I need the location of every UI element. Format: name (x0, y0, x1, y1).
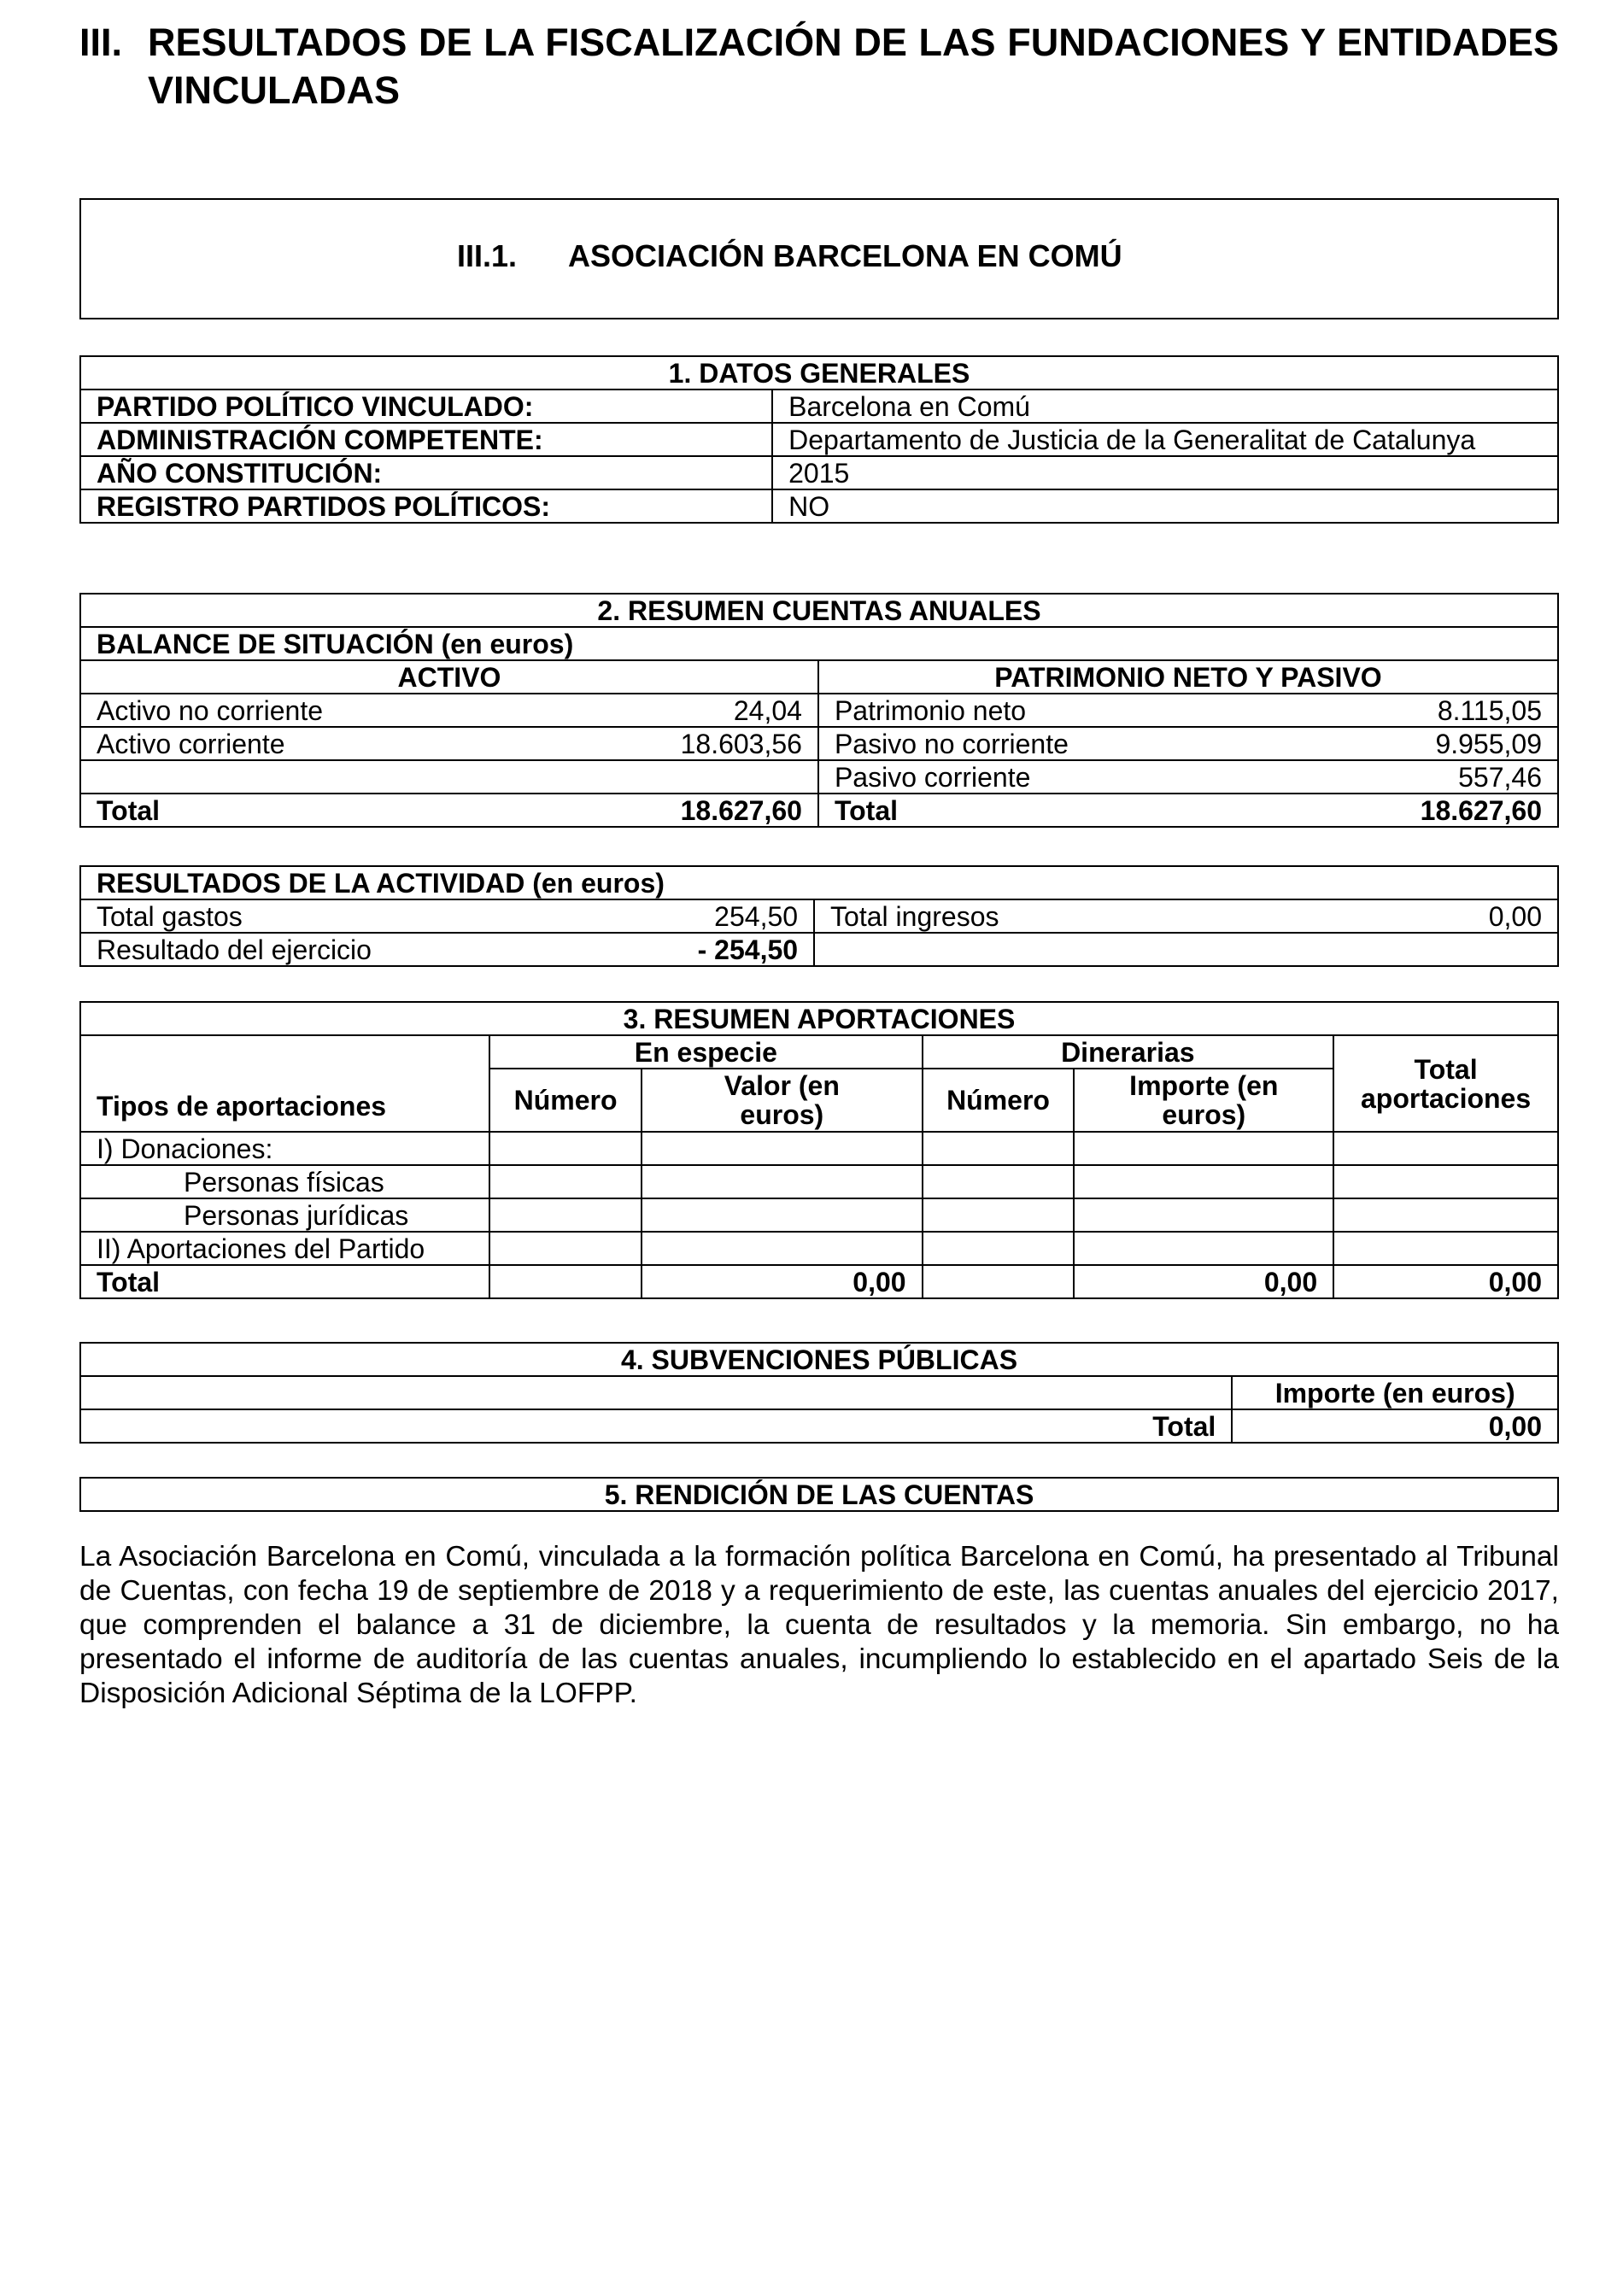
table-row (80, 1198, 1558, 1232)
table-row (80, 1165, 1558, 1198)
section-title-box (79, 198, 1559, 319)
row-label: Personas físicas (80, 1165, 489, 1198)
pasivo-value: 9.955,09 (1333, 727, 1558, 760)
row-label: ADMINISTRACIÓN COMPETENTE: (80, 423, 772, 456)
section-title (457, 238, 1122, 274)
balance-title: BALANCE DE SITUACIÓN (en euros) (80, 627, 1558, 660)
table-row (80, 1232, 1558, 1265)
ingresos-label: Total ingresos (814, 899, 1334, 933)
total-label: Total (80, 1409, 1232, 1443)
table-row (80, 727, 1558, 760)
row-value: NO (772, 489, 1558, 523)
activo-value (595, 760, 818, 794)
pasivo-header: PATRIMONIO NETO Y PASIVO (818, 660, 1558, 694)
empty-cell (80, 1376, 1232, 1409)
subvenciones-table (79, 1342, 1559, 1444)
resultados-table (79, 865, 1559, 967)
aportaciones-table (79, 1001, 1559, 1299)
row-value: 2015 (772, 456, 1558, 489)
row-value: Departamento de Justicia de la Generalitat de Catalunya (772, 423, 1558, 456)
chapter-title: RESULTADOS DE LA FISCALIZACIÓN DE LAS FUNDACIONES Y ENTIDADES VINCULADAS (148, 20, 1559, 112)
total-aportaciones-value: 0,00 (1333, 1265, 1558, 1298)
rendicion-caption: 5. RENDICIÓN DE LAS CUENTAS (80, 1478, 1558, 1511)
table-row (80, 760, 1558, 794)
table-row (80, 694, 1558, 727)
pasivo-total-value: 18.627,60 (1333, 794, 1558, 827)
subvenciones-caption: 4. SUBVENCIONES PÚBLICAS (80, 1343, 1558, 1376)
activo-value: 18.603,56 (595, 727, 818, 760)
gastos-value: 254,50 (592, 899, 814, 933)
row-label: REGISTRO PARTIDOS POLÍTICOS: (80, 489, 772, 523)
section-number: III.1. (457, 238, 518, 273)
table-row (80, 423, 1558, 456)
pasivo-label: Pasivo corriente (818, 760, 1333, 794)
dinerarias-header: Dinerarias (923, 1035, 1334, 1069)
chapter-heading (79, 19, 1559, 114)
total-label: Total (80, 1265, 489, 1298)
row-label: PARTIDO POLÍTICO VINCULADO: (80, 390, 772, 423)
resultados-title: RESULTADOS DE LA ACTIVIDAD (en euros) (80, 866, 1558, 899)
total-row (80, 1409, 1558, 1443)
numero-header: Número (923, 1069, 1075, 1132)
activo-total-value: 18.627,60 (595, 794, 818, 827)
total-row (80, 1265, 1558, 1298)
row-label: AÑO CONSTITUCIÓN: (80, 456, 772, 489)
ingresos-value: 0,00 (1334, 899, 1558, 933)
rendicion-paragraph: La Asociación Barcelona en Comú, vinculada a la formación política Barcelona en Comú, ha presentado al Tribunal de Cuentas, con fecha 19 de septiembre de 2018 y a requerimiento de este, las cuentas anuales del ejercicio 2017, que comprenden el balance a 31 de diciembre, la cuenta de resultados y la memoria. Sin embargo, no ha presentado el informe de auditoría de las cuentas anuales, incumpliendo lo establecido en el apartado Seis de la Disposición Adicional Séptima de la LOFPP. (79, 1541, 1559, 1709)
row-label: II) Aportaciones del Partido (80, 1232, 489, 1265)
activo-header: ACTIVO (80, 660, 818, 694)
cuentas-anuales-table (79, 593, 1559, 828)
gastos-label: Total gastos (80, 899, 592, 933)
activo-label: Activo no corriente (80, 694, 595, 727)
datos-generales-caption: 1. DATOS GENERALES (80, 356, 1558, 390)
tipos-header: Tipos de aportaciones (80, 1035, 489, 1132)
resultado-value: - 254,50 (592, 933, 814, 966)
table-row (80, 489, 1558, 523)
pasivo-value: 557,46 (1333, 760, 1558, 794)
en-especie-header: En especie (489, 1035, 922, 1069)
resultado-label: Resultado del ejercicio (80, 933, 592, 966)
row-value: Barcelona en Comú (772, 390, 1558, 423)
pasivo-value: 8.115,05 (1333, 694, 1558, 727)
chapter-number: III. (79, 20, 123, 64)
aportaciones-caption: 3. RESUMEN APORTACIONES (80, 1002, 1558, 1035)
numero-header: Número (489, 1069, 642, 1132)
importe-header: Importe (en euros) (1232, 1376, 1558, 1409)
activo-label: Activo corriente (80, 727, 595, 760)
total-importe: 0,00 (1074, 1265, 1333, 1298)
table-row (80, 456, 1558, 489)
total-row (80, 794, 1558, 827)
table-row (80, 933, 1558, 966)
total-aportaciones-header: Total aportaciones (1333, 1035, 1558, 1132)
table-row (80, 1132, 1558, 1165)
table-row (80, 390, 1558, 423)
pasivo-label: Pasivo no corriente (818, 727, 1333, 760)
empty-cell (814, 933, 1558, 966)
rendicion-table (79, 1477, 1559, 1512)
cuentas-caption: 2. RESUMEN CUENTAS ANUALES (80, 594, 1558, 627)
row-label: I) Donaciones: (80, 1132, 489, 1165)
total-value: 0,00 (1232, 1409, 1558, 1443)
importe-header: Importe (en euros) (1074, 1069, 1333, 1132)
total-valor: 0,00 (642, 1265, 923, 1298)
datos-generales-table (79, 355, 1559, 524)
activo-label (80, 760, 595, 794)
pasivo-label: Patrimonio neto (818, 694, 1333, 727)
activo-total-label: Total (80, 794, 595, 827)
table-row (80, 899, 1558, 933)
row-label: Personas jurídicas (80, 1198, 489, 1232)
section-name: ASOCIACIÓN BARCELONA EN COMÚ (568, 238, 1122, 273)
valor-header: Valor (en euros) (642, 1069, 923, 1132)
activo-value: 24,04 (595, 694, 818, 727)
pasivo-total-label: Total (818, 794, 1333, 827)
